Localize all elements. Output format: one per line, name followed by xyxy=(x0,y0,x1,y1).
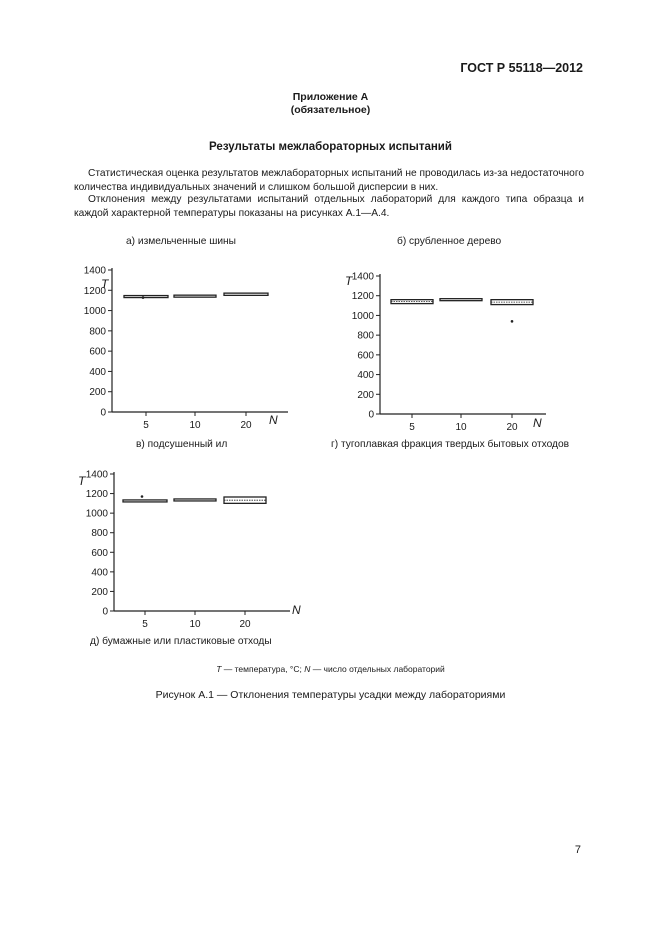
chart-subtitle-a: а) измельченные шины xyxy=(126,236,237,247)
y-tick-label: 1200 xyxy=(85,489,108,501)
x-tick-label: 20 xyxy=(506,422,518,433)
box-5 xyxy=(123,500,167,502)
x-tick-label: 5 xyxy=(143,420,149,431)
y-tick-label: 400 xyxy=(357,370,374,382)
x-tick-label: 5 xyxy=(142,619,148,630)
legend-t-desc: — температура, °С; xyxy=(221,664,305,674)
x-tick-label: 5 xyxy=(409,422,415,433)
y-tick-label: 1000 xyxy=(83,306,106,318)
box-10 xyxy=(440,299,482,301)
outlier-point xyxy=(141,495,144,498)
outlier-point xyxy=(142,296,145,299)
x-axis-letter: N xyxy=(292,603,301,617)
y-tick-label: 400 xyxy=(91,567,108,579)
y-tick-label: 1400 xyxy=(85,469,108,481)
x-tick-label: 20 xyxy=(240,420,252,431)
page-number: 7 xyxy=(574,844,581,856)
y-tick-label: 800 xyxy=(357,330,374,342)
y-tick-label: 200 xyxy=(91,586,108,598)
y-tick-label: 800 xyxy=(89,326,106,338)
legend-n-symbol: N xyxy=(304,664,311,674)
y-tick-label: 0 xyxy=(368,409,374,421)
x-tick-label: 10 xyxy=(189,619,201,630)
box-20 xyxy=(224,293,268,295)
chart-subtitle-c: в) подсушенный ил xyxy=(136,439,228,450)
y-tick-label: 1200 xyxy=(83,285,106,297)
chart-subtitle-b: б) срубленное дерево xyxy=(397,236,502,247)
box-10 xyxy=(174,499,216,501)
y-tick-label: 0 xyxy=(102,606,108,618)
figure-legend xyxy=(0,664,661,674)
y-tick-label: 200 xyxy=(357,389,374,401)
section-title: Результаты межлабораторных испытаний xyxy=(209,141,452,153)
chart-panel-c xyxy=(60,466,300,636)
y-tick-label: 600 xyxy=(357,350,374,362)
standard-code: ГОСТ Р 55118—2012 xyxy=(460,61,583,75)
y-tick-label: 200 xyxy=(89,387,106,399)
x-tick-label: 10 xyxy=(455,422,467,433)
y-tick-label: 0 xyxy=(100,407,106,419)
outlier-point xyxy=(511,320,514,323)
figure-caption: Рисунок А.1 — Отклонения температуры усадки между лабораториями xyxy=(155,689,506,701)
appendix-title: Приложение А xyxy=(292,91,369,103)
box-10 xyxy=(174,295,216,297)
y-tick-label: 1000 xyxy=(85,508,108,520)
box-5 xyxy=(124,296,168,298)
y-tick-label: 1400 xyxy=(83,265,106,277)
x-tick-label: 20 xyxy=(239,619,251,630)
chart-subtitle-d: г) тугоплавкая фракция твердых бытовых отходов xyxy=(331,439,570,450)
legend-t-symbol: T xyxy=(216,664,222,674)
y-tick-label: 1200 xyxy=(351,291,374,303)
y-tick-label: 800 xyxy=(91,528,108,540)
chart-panel-a xyxy=(60,262,300,432)
paragraph: Статистическая оценка результатов межлабораторных испытаний не проводилась из-за недостаточного количества индивидуальных значений и слишком большой дисперсии в них. xyxy=(74,168,584,193)
y-axis-letter: T xyxy=(345,274,353,288)
y-tick-label: 1000 xyxy=(351,310,374,322)
paragraph: Отклонения между результатами испытаний отдельных лабораторий для каждого типа образца и каждой характерной температуры показаны на рисунках А.1—А.4. xyxy=(74,194,584,219)
appendix-note: (обязательное) xyxy=(290,104,371,116)
chart-panel-b xyxy=(330,266,570,436)
y-axis-letter: T xyxy=(78,474,86,488)
legend-n-desc: — число отдельных лабораторий xyxy=(310,664,445,674)
x-tick-label: 10 xyxy=(189,420,201,431)
y-tick-label: 600 xyxy=(91,547,108,559)
chart-subtitle-e: д) бумажные или пластиковые отходы xyxy=(90,636,272,647)
y-axis-letter: T xyxy=(101,277,109,291)
y-tick-label: 400 xyxy=(89,366,106,378)
y-tick-label: 1400 xyxy=(351,271,374,283)
x-axis-letter: N xyxy=(269,413,278,427)
y-tick-label: 600 xyxy=(89,346,106,358)
x-axis-letter: N xyxy=(533,416,542,430)
